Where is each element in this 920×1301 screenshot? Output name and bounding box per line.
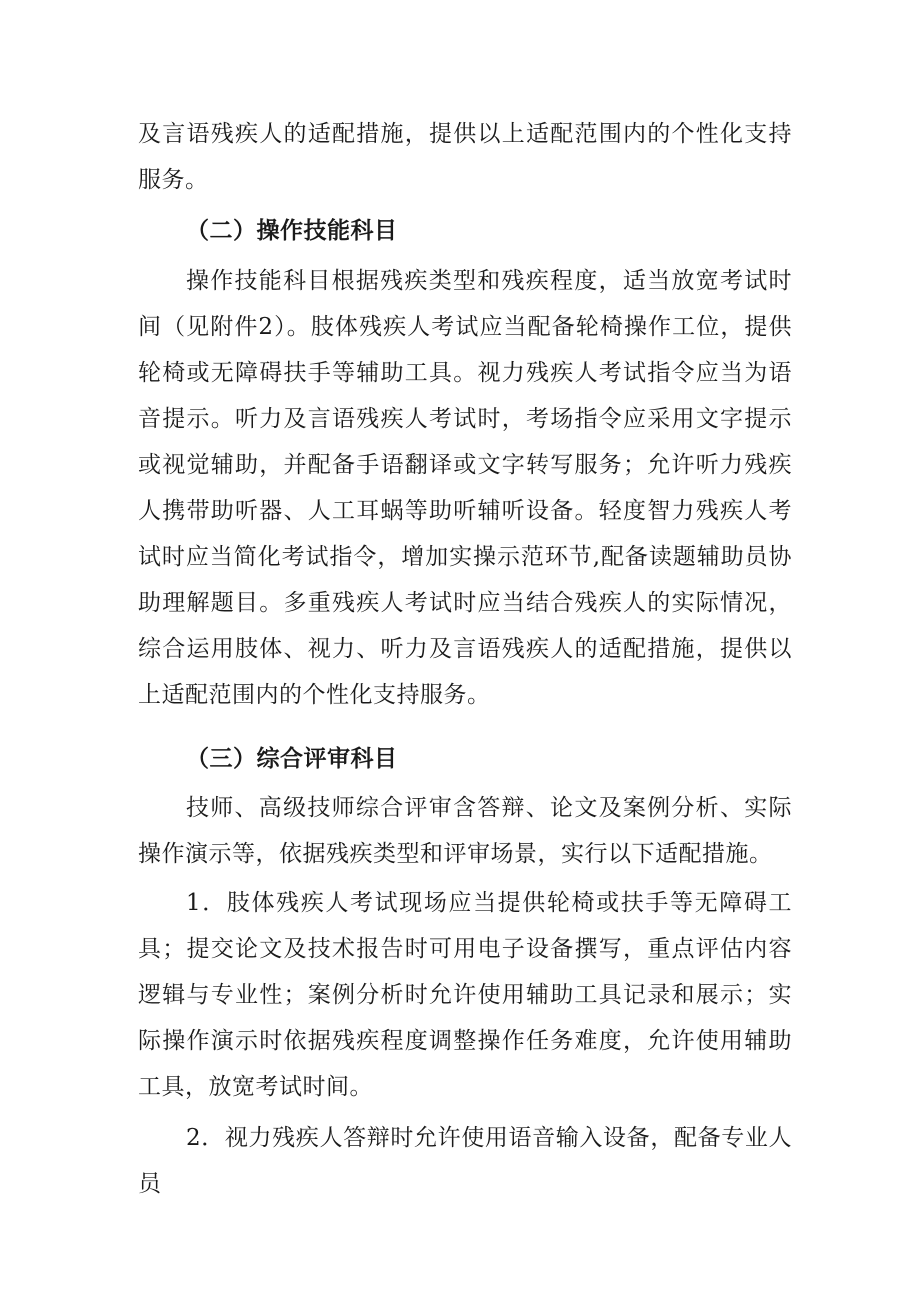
- section-heading-operation-skills: （二）操作技能科目: [186, 217, 398, 244]
- paragraph-comprehensive-review-intro: 技师、高级技师综合评审含答辩、论文及案例分析、实际操作演示等，依据残疾类型和评审场景，实行以下适配措施。: [138, 795, 792, 867]
- paragraph-operation-skills: 操作技能科目根据残疾类型和残疾程度，适当放宽考试时间（见附件2）。肢体残疾人考试应当配备轮椅操作工位，提供轮椅或无障碍扶手等辅助工具。视力残疾人考试指令应当为语音提示。听力及言语残疾人考试时，考场指令应采用文字提示或视觉辅助，并配备手语翻译或文字转写服务；允许听力残疾人携带助听器、人工耳蜗等助听辅听设备。轻度智力残疾人考试时应当简化考试指令，增加实操示范环节,配备读题辅助员协助理解题目。多重残疾人考试时应当结合残疾人的实际情况，综合运用肢体、视力、听力及言语残疾人的适配措施，提供以上适配范围内的个性化支持服务。: [138, 268, 792, 708]
- paragraph-continuation: 及言语残疾人的适配措施，提供以上适配范围内的个性化支持服务。: [138, 121, 792, 193]
- paragraph-item-1: 1．肢体残疾人考试现场应当提供轮椅或扶手等无障碍工具；提交论文及技术报告时可用电子设备撰写，重点评估内容逻辑与专业性；案例分析时允许使用辅助工具记录和展示；实际操作演示时依据残疾程度调整操作任务难度，允许使用辅助工具，放宽考试时间。: [138, 890, 792, 1100]
- section-heading-comprehensive-review: （三）综合评审科目: [186, 745, 398, 772]
- paragraph-item-2: 2．视力残疾人答辩时允许使用语音输入设备，配备专业人员: [138, 1125, 792, 1197]
